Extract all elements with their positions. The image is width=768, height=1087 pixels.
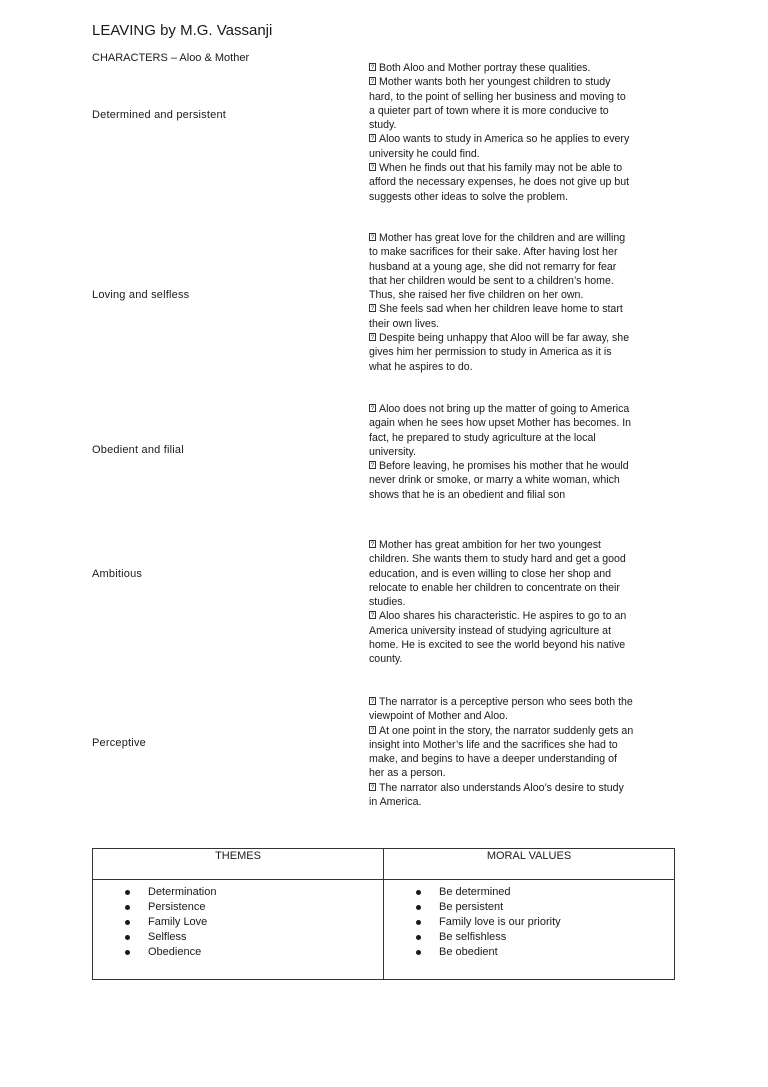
trait-point: ? At one point in the story, the narrator suddenly gets an insight into Mother’s life and the sacrifices she had to make, and begins to have a deeper understanding of her as a person. (369, 724, 634, 780)
trait-description (369, 402, 634, 502)
moral-values-list (385, 885, 673, 960)
checkbox-glyph-icon: ? (370, 613, 375, 620)
trait-point: ? Both Aloo and Mother portray these qualities. (370, 62, 591, 74)
checkbox-glyph-icon: ? (370, 784, 375, 791)
trait-point: ? Mother has great ambition for her two youngest children. She wants them to study hard and get a good education, and is even willing to close her shop and relocate to enable her children to concentrate on their studies. (369, 539, 626, 609)
trait-description (369, 695, 634, 809)
list-item: Be determined (439, 885, 673, 900)
trait-label: Determined and persistent (92, 109, 227, 121)
trait-point: ? Before leaving, he promises his mother that he would never drink or smoke, or marry a white woman, which shows that he is an obedient and filial son (369, 460, 629, 501)
trait-point: ? Aloo wants to study in America so he applies to every university he could find. (369, 133, 630, 160)
list-item: Determination (148, 885, 382, 900)
checkbox-glyph-icon: ? (370, 165, 375, 172)
checkbox-glyph-icon: ? (370, 235, 375, 241)
themes-header: THEMES (93, 849, 384, 880)
trait-point: ? Aloo shares his characteristic. He aspires to go to an America university instead of studying agriculture at home. He is excited to see the world beyond his native county. (369, 610, 627, 666)
checkbox-glyph-icon: ? (370, 463, 375, 470)
checkbox-glyph-icon: ? (370, 306, 375, 313)
trait-point: ? Mother wants both her youngest children to study hard, to the point of selling her business and moving to a quieter part of town where it is more conducive to study. (369, 76, 626, 132)
themes-list (94, 885, 382, 960)
themes-values-table (92, 848, 675, 980)
list-item: Family Love (148, 915, 382, 930)
trait-description (369, 231, 634, 374)
checkbox-glyph-icon: ? (370, 406, 375, 412)
document-title: LEAVING by M.G. Vassanji (92, 22, 273, 39)
checkbox-glyph-icon: ? (370, 65, 375, 71)
trait-description (369, 61, 634, 204)
checkbox-glyph-icon: ? (370, 699, 375, 705)
trait-label: Perceptive (92, 737, 146, 749)
list-item: Obedience (148, 945, 382, 960)
trait-point: ? When he finds out that his family may not be able to afford the necessary expenses, he does not give up but suggests other ideas to solve the problem. (369, 162, 630, 203)
trait-label: Obedient and filial (92, 444, 184, 456)
trait-point: ? Mother has great love for the children and are willing to make sacrifices for their sake. After having lost her husband at a young age, she did not remarry for fear that her children would be sent to a children’s home. Thus, she raised her five children on her own. (369, 232, 626, 302)
trait-label: Loving and selfless (92, 289, 190, 301)
trait-point: ? Despite being unhappy that Aloo will be far away, she gives him her permission to study in America as it is what he aspires to do. (369, 332, 630, 373)
section-subtitle: CHARACTERS – Aloo & Mother (92, 52, 250, 64)
checkbox-glyph-icon: ? (370, 136, 375, 143)
moral-values-header: MORAL VALUES (384, 849, 675, 880)
checkbox-glyph-icon: ? (370, 727, 375, 734)
list-item: Be obedient (439, 945, 673, 960)
list-item: Persistence (148, 900, 382, 915)
trait-point: ? She feels sad when her children leave home to start their own lives. (369, 303, 623, 330)
list-item: Be selfishless (439, 930, 673, 945)
list-item: Selfless (148, 930, 382, 945)
checkbox-glyph-icon: ? (370, 542, 375, 548)
checkbox-glyph-icon: ? (370, 335, 375, 342)
trait-label: Ambitious (92, 568, 143, 580)
themes-cell (93, 880, 384, 980)
moral-values-cell (384, 880, 675, 980)
trait-point: ? The narrator is a perceptive person who sees both the viewpoint of Mother and Aloo. (369, 696, 633, 723)
trait-point: ? The narrator also understands Aloo’s desire to study in America. (369, 781, 624, 809)
list-item: Family love is our priority (439, 915, 673, 930)
list-item: Be persistent (439, 900, 673, 915)
checkbox-glyph-icon: ? (370, 79, 375, 86)
trait-description (369, 538, 634, 667)
trait-point: ? Aloo does not bring up the matter of going to America again when he sees how upset Mother has becomes. In fact, he prepared to study agriculture at the local university. (369, 403, 632, 458)
